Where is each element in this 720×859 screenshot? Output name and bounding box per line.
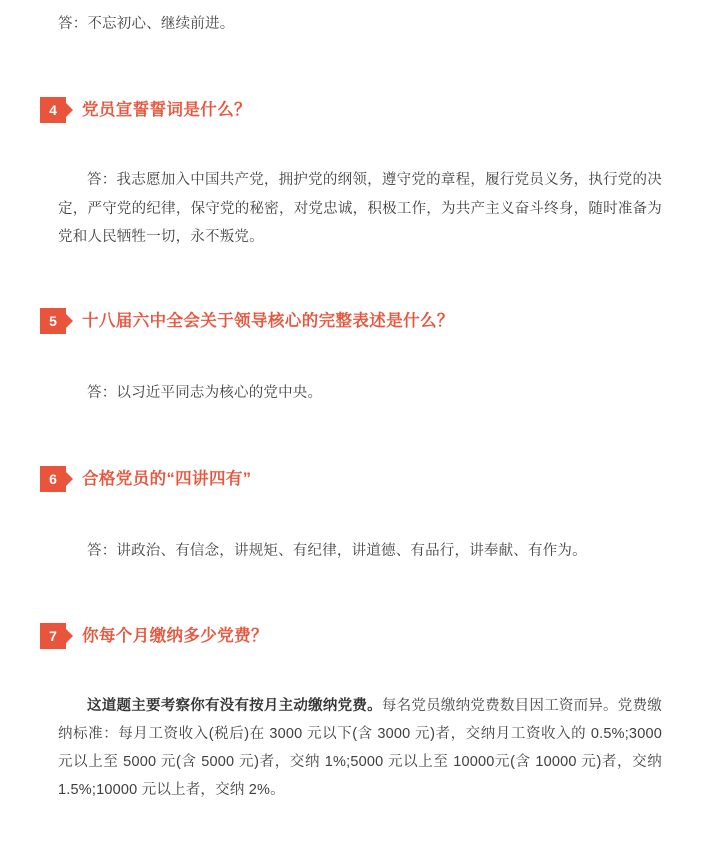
spacer bbox=[40, 566, 680, 622]
spacer bbox=[40, 493, 680, 537]
spacer bbox=[40, 38, 680, 96]
question-block-4 bbox=[40, 96, 680, 124]
question-block-5 bbox=[40, 307, 680, 335]
question-number-badge: 7 bbox=[40, 623, 66, 649]
question-number-badge: 4 bbox=[40, 97, 66, 123]
answer-paragraph: 答：以习近平同志为核心的党中央。 bbox=[87, 385, 323, 402]
question-title: 十八届六中全会关于领导核心的完整表述是什么？ bbox=[82, 312, 454, 331]
answer-paragraph-final bbox=[40, 692, 680, 805]
answer-paragraph: 答：讲政治、有信念，讲规矩、有纪律，讲道德、有品行，讲奉献、有作为。 bbox=[87, 543, 587, 560]
question-block-6 bbox=[40, 465, 680, 493]
answer-body-text: 每名党员缴纳党费数目因工资而异。党费缴纳标准：每月工资收入(税后)在 3000 元以下(含 3000 元)者，交纳月工资收入的 0.5%;3000 元以上至 5000 元(含 5000 元)者，交纳 1%;5000 元以上至 10000元(含 10000 元)者，交纳 1.5%;10000 元以上者，交纳 2%。 bbox=[58, 697, 662, 799]
answer-lead-text: 这道题主要考察你有没有按月主动缴纳党费。 bbox=[87, 697, 382, 714]
document-page bbox=[0, 10, 720, 859]
question-number-badge: 5 bbox=[40, 308, 66, 334]
spacer bbox=[40, 251, 680, 307]
spacer bbox=[40, 650, 680, 692]
spacer bbox=[40, 407, 680, 465]
question-number-badge: 6 bbox=[40, 466, 66, 492]
question-block-7 bbox=[40, 622, 680, 650]
answer-paragraph: 答：不忘初心、继续前进。 bbox=[58, 16, 235, 32]
answer-paragraph: 答：我志愿加入中国共产党，拥护党的纲领，遵守党的章程，履行党员义务，执行党的决定，严守党的纪律，保守党的秘密，对党忠诚，积极工作，为共产主义奋斗终身，随时准备为党和人民牺牲一切，永不叛党。 bbox=[58, 172, 662, 245]
question-title: 党员宣誓誓词是什么？ bbox=[82, 101, 251, 120]
question-title: 合格党员的“四讲四有” bbox=[82, 470, 252, 489]
spacer bbox=[40, 335, 680, 379]
spacer bbox=[40, 124, 680, 166]
question-title: 你每个月缴纳多少党费？ bbox=[82, 626, 268, 645]
